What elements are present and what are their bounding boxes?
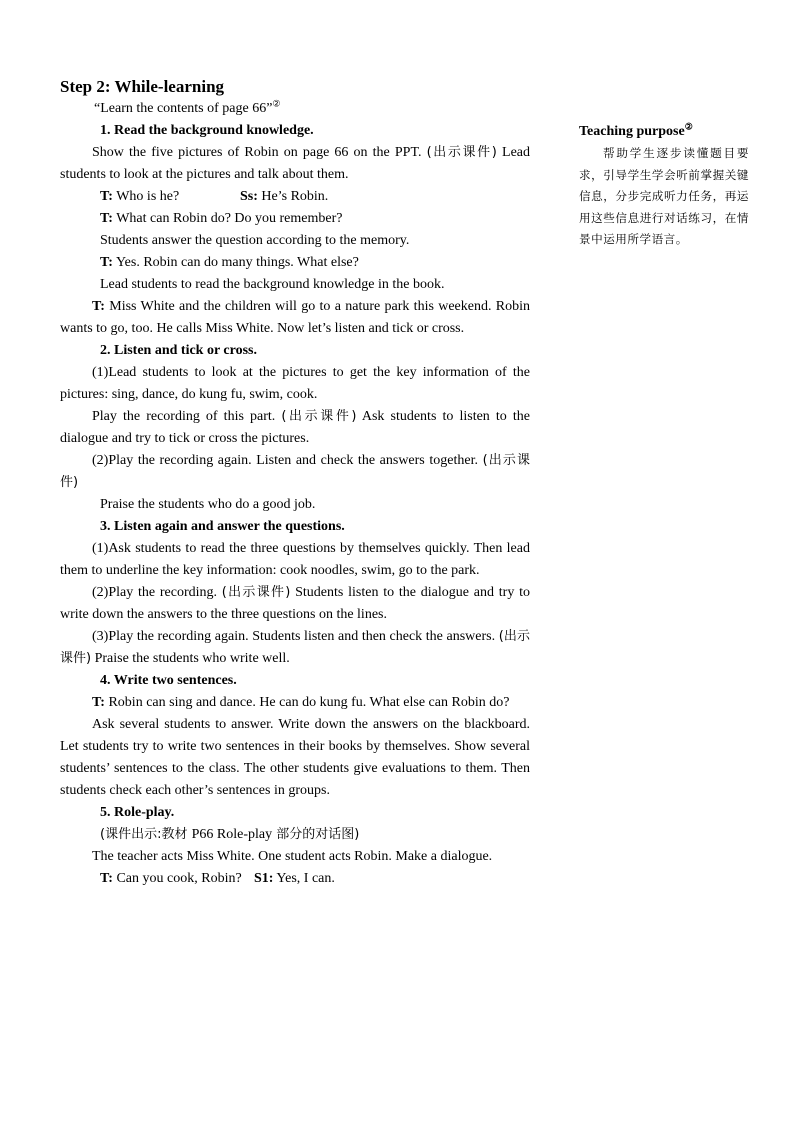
speaker: T:: [100, 255, 113, 270]
text: Play the recording of this part.: [92, 409, 282, 424]
line: Yes, I can.: [273, 871, 335, 886]
line: Yes. Robin can do many things. What else?: [112, 255, 359, 270]
speaker: S1:: [254, 871, 274, 886]
footnote-mark: ②: [684, 121, 693, 132]
footnote-mark: ②: [272, 98, 281, 109]
sec2-p3: [60, 450, 530, 494]
sec1-dialogue-1: [60, 186, 530, 208]
sec5-cn-note: [60, 824, 530, 846]
speaker: T:: [92, 299, 105, 314]
cn-note: 部分的对话图): [272, 827, 360, 842]
sec1-dialogue-4: [60, 296, 530, 340]
sidebar-title-text: Teaching purpose: [579, 124, 685, 139]
sec5-p1: The teacher acts Miss White. One student acts Robin. Make a dialogue.: [92, 849, 493, 864]
cn-note: (出示课件): [60, 629, 530, 666]
sec2-title: 2. Listen and tick or cross.: [100, 343, 257, 358]
line: Miss White and the children will go to a nature park this weekend. Robin wants to go, too. He calls Miss White. Now let’s listen and tick or cross.: [60, 299, 530, 336]
cn-note: (出示课件): [221, 585, 291, 600]
sec3-p1: (1)Ask students to read the three questions by themselves quickly. Then lead them to underline the key information: cook noodles, swim, go to the park.: [60, 541, 530, 578]
text: Students listen to the dialogue and try to write down the answers to the three questions on the lines.: [60, 585, 530, 622]
line: What can Robin do? Do you remember?: [112, 211, 343, 226]
main-column: [60, 76, 530, 890]
line: Who is he?: [112, 189, 180, 204]
intro-line: [60, 98, 530, 120]
sec1-dialogue-3: [60, 252, 530, 274]
speaker: T:: [100, 211, 113, 226]
line: Can you cook, Robin?: [112, 871, 242, 886]
sec5-dialogue: [60, 868, 530, 890]
sec3-title: 3. Listen again and answer the questions.: [100, 519, 345, 534]
text: Ask students to listen to the dialogue and try to tick or cross the pictures.: [60, 409, 530, 446]
sec5-title: 5. Role-play.: [100, 805, 175, 820]
sec1-show: [60, 142, 530, 186]
text: P66 Role-play: [191, 827, 273, 842]
sec4-title: 4. Write two sentences.: [100, 673, 237, 688]
cn-note: (出示课件): [281, 409, 357, 424]
sec3-p2: [60, 582, 530, 626]
sec3-p3: [60, 626, 530, 670]
speaker: Ss:: [240, 189, 258, 204]
line: Robin can sing and dance. He can do kung fu. What else can Robin do?: [104, 695, 510, 710]
sec1-lead: Lead students to read the background knowledge in the book.: [100, 277, 445, 292]
sec2-p1: (1)Lead students to look at the pictures to get the key information of the pictures: sing, dance, do kung fu, swim, cook.: [60, 365, 530, 402]
text: (2)Play the recording.: [92, 585, 222, 600]
sidebar-title: [579, 121, 749, 143]
text: Show the five pictures of Robin on page 66 on the PPT.: [92, 145, 427, 160]
sec4-p1: Ask several students to answer. Write down the answers on the blackboard. Let students try to write two sentences in their books by themselves. Show several students’ sentences to the class. The other students give evaluations to them. Then students check each other’s sentences in groups.: [60, 717, 530, 798]
cn-note: (出示课件): [426, 145, 497, 160]
speaker: T:: [92, 695, 105, 710]
speaker: T:: [100, 871, 113, 886]
sec4-dialogue: [60, 692, 530, 714]
sec2-p4: Praise the students who do a good job.: [100, 497, 316, 512]
text: Praise the students who write well.: [91, 651, 290, 666]
text: Lead students to look at the pictures and talk about them.: [60, 145, 530, 182]
cn-note: (出示课件): [60, 453, 530, 490]
speaker: T:: [100, 189, 113, 204]
sec2-p2: [60, 406, 530, 450]
intro-text: “Learn the contents of page 66”: [94, 101, 273, 116]
cn-note: (课件出示:教材: [100, 827, 192, 842]
line: He’s Robin.: [257, 189, 329, 204]
sidebar-body: 帮助学生逐步读懂题目要求，引导学生学会听前掌握关键信息，分步完成听力任务，再运用这些信息进行对话练习，在情景中运用所学语言。: [579, 146, 749, 246]
sec1-title: 1. Read the background knowledge.: [100, 123, 314, 138]
sec1-answer: Students answer the question according to the memory.: [100, 233, 410, 248]
section-heading: Step 2: While-learning: [60, 77, 225, 96]
teaching-purpose-sidebar: [579, 121, 749, 251]
text: (3)Play the recording again. Students listen and then check the answers.: [92, 629, 499, 644]
sec1-dialogue-2: [60, 208, 530, 230]
text: (2)Play the recording again. Listen and check the answers together.: [92, 453, 483, 468]
